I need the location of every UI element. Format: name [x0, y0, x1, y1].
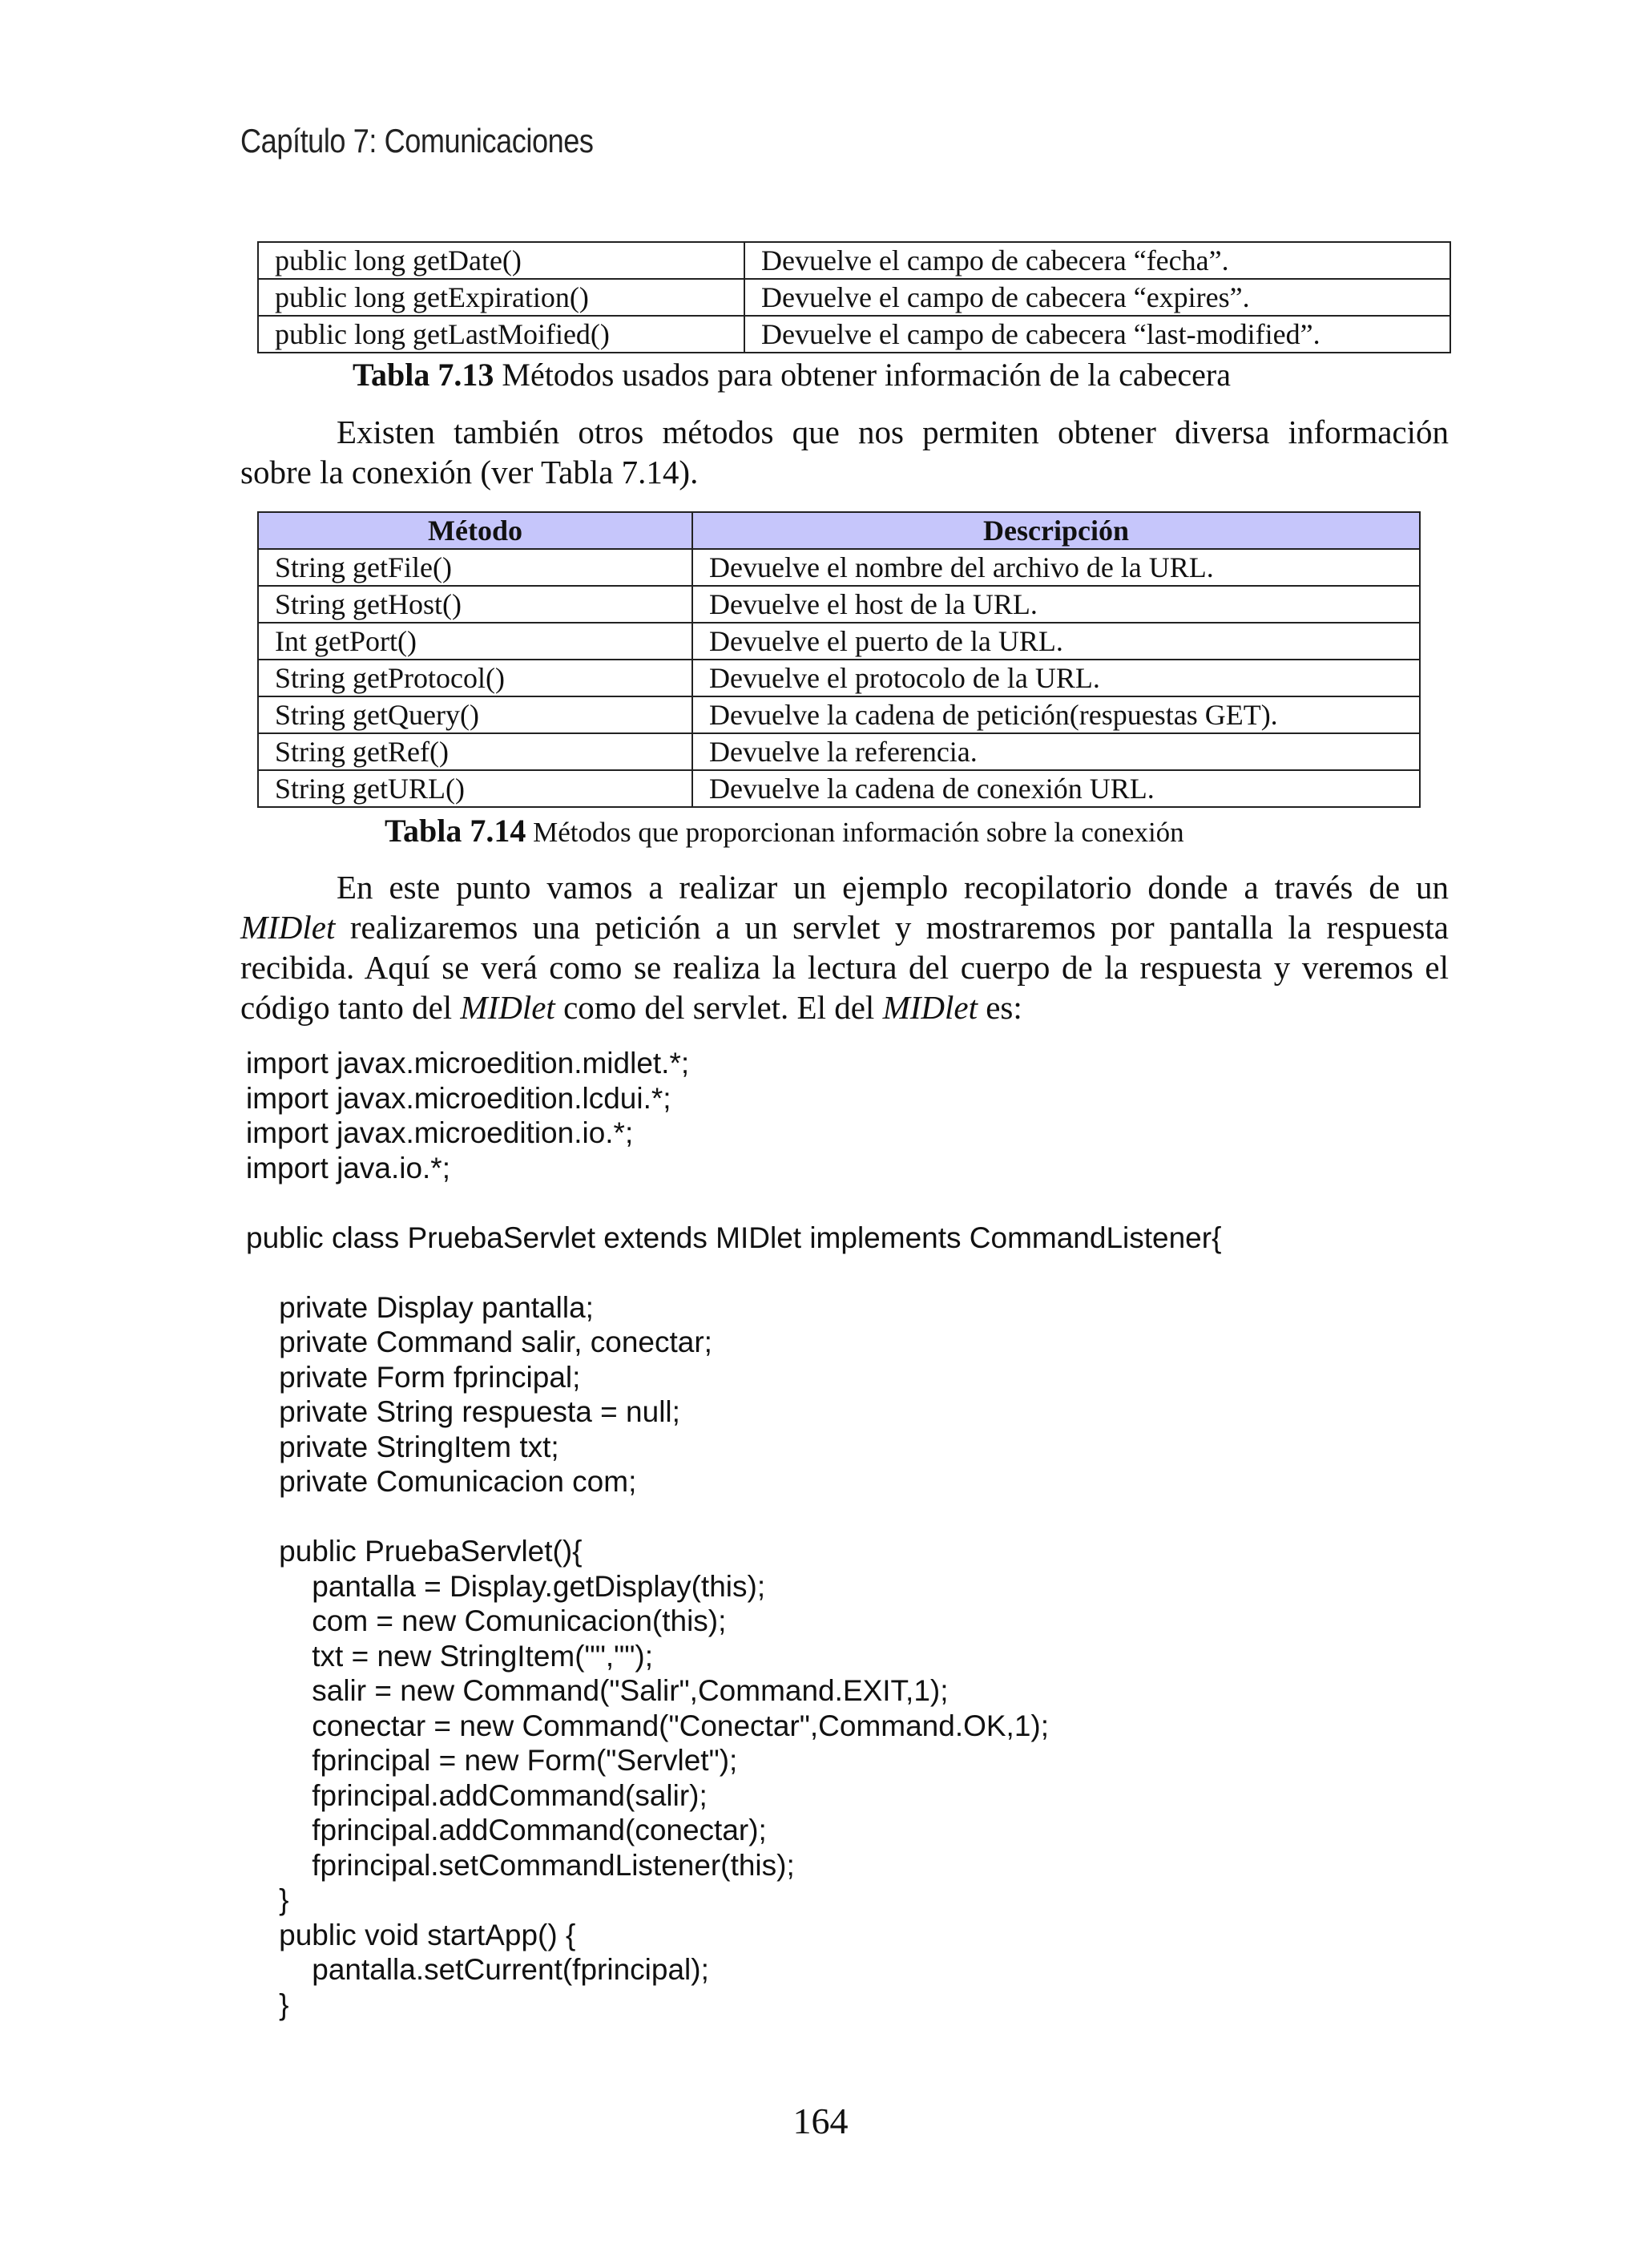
code-line: txt = new StringItem("",""); [246, 1639, 653, 1673]
table-row [258, 733, 1420, 770]
code-line: com = new Comunicacion(this); [246, 1604, 727, 1637]
description-cell: Devuelve el nombre del archivo de la URL. [692, 549, 1420, 586]
code-line: private StringItem txt; [246, 1430, 559, 1463]
method-cell: String getRef() [258, 733, 692, 770]
code-line: conectar = new Command("Conectar",Command.OK,1); [246, 1709, 1050, 1742]
code-line: import javax.microedition.io.*; [246, 1116, 634, 1149]
method-cell: String getQuery() [258, 696, 692, 733]
method-cell: String getProtocol() [258, 660, 692, 696]
description-cell: Devuelve el puerto de la URL. [692, 623, 1420, 660]
table-7-13 [257, 241, 1451, 353]
code-line: pantalla.setCurrent(fprincipal); [246, 1953, 709, 1986]
method-cell: String getHost() [258, 586, 692, 623]
caption-text: Métodos usados para obtener información de la cabecera [494, 357, 1231, 393]
caption-label: Tabla 7.13 [353, 357, 494, 393]
code-line: fprincipal.setCommandListener(this); [246, 1848, 795, 1882]
emphasis-midlet: MIDlet [460, 989, 555, 1026]
table-7-14-caption [385, 812, 1184, 849]
table-7-13-caption [353, 356, 1231, 393]
paragraph-line: recibida. Aquí se verá como se realiza la lectura del cuerpo de la respuesta y veremos el [240, 949, 1449, 986]
code-line: private String respuesta = null; [246, 1395, 680, 1428]
code-line: pantalla = Display.getDisplay(this); [246, 1569, 766, 1603]
code-line: fprincipal = new Form("Servlet"); [246, 1744, 738, 1777]
caption-label: Tabla 7.14 [385, 813, 526, 849]
table-header-row [258, 512, 1420, 549]
code-line: } [246, 1988, 289, 2021]
description-cell: Devuelve el campo de cabecera “last-modified”. [744, 316, 1450, 353]
code-line: public class PruebaServlet extends MIDlet implements CommandListener{ [246, 1221, 1222, 1254]
method-cell: public long getExpiration() [258, 279, 744, 316]
code-line: } [246, 1883, 289, 1916]
description-cell: Devuelve el protocolo de la URL. [692, 660, 1420, 696]
code-line: private Form fprincipal; [246, 1360, 581, 1394]
code-line [246, 1255, 1221, 1290]
emphasis-midlet: MIDlet [882, 989, 978, 1026]
caption-text: Métodos que proporcionan información sobre la conexión [526, 817, 1184, 848]
paragraph-line: MIDlet realizaremos una petición a un servlet y mostraremos por pantalla la respuesta [240, 909, 1449, 946]
table-row [258, 586, 1420, 623]
table-row [258, 316, 1450, 353]
method-cell: public long getDate() [258, 242, 744, 279]
emphasis-midlet: MIDlet [240, 909, 336, 946]
paragraph-line: En este punto vamos a realizar un ejemplo recopilatorio donde a través de un [337, 869, 1449, 906]
column-header-description: Descripción [692, 512, 1420, 549]
code-line: private Comunicacion com; [246, 1465, 637, 1498]
table-row [258, 279, 1450, 316]
description-cell: Devuelve el campo de cabecera “expires”. [744, 279, 1450, 316]
table-7-14 [257, 511, 1421, 808]
code-line: salir = new Command("Salir",Command.EXIT,1); [246, 1674, 949, 1707]
table-row [258, 242, 1450, 279]
table-row [258, 549, 1420, 586]
code-line: fprincipal.addCommand(salir); [246, 1778, 708, 1812]
table-row [258, 660, 1420, 696]
code-line [246, 1499, 1221, 1535]
table-row [258, 623, 1420, 660]
code-line: import javax.microedition.midlet.*; [246, 1047, 690, 1080]
page-number: 164 [792, 2101, 849, 2141]
code-line: import java.io.*; [246, 1151, 450, 1184]
method-cell: String getURL() [258, 770, 692, 807]
paragraph-line: código tanto del MIDlet como del servlet. El del MIDlet es: [240, 989, 1022, 1026]
description-cell: Devuelve el host de la URL. [692, 586, 1420, 623]
description-cell: Devuelve la referencia. [692, 733, 1420, 770]
table-row [258, 770, 1420, 807]
paragraph-line: sobre la conexión (ver Tabla 7.14). [240, 454, 699, 490]
column-header-method: Método [258, 512, 692, 549]
description-cell: Devuelve la cadena de conexión URL. [692, 770, 1420, 807]
code-line: fprincipal.addCommand(conectar); [246, 1814, 767, 1846]
method-cell: Int getPort() [258, 623, 692, 660]
running-header: Capítulo 7: Comunicaciones [240, 122, 594, 159]
method-cell: String getFile() [258, 549, 692, 586]
code-line: public PruebaServlet(){ [246, 1535, 583, 1568]
description-cell: Devuelve el campo de cabecera “fecha”. [744, 242, 1450, 279]
code-line: private Command salir, conectar; [246, 1326, 712, 1358]
code-line: import javax.microedition.lcdui.*; [246, 1081, 671, 1115]
table-row [258, 696, 1420, 733]
code-line: public void startApp() { [246, 1918, 576, 1951]
method-cell: public long getLastMoified() [258, 316, 744, 353]
code-line [246, 1185, 1221, 1221]
paragraph-2 [240, 867, 1449, 1027]
description-cell: Devuelve la cadena de petición(respuestas GET). [692, 696, 1420, 733]
code-line: private Display pantalla; [246, 1290, 594, 1324]
code-listing [246, 1046, 1221, 2022]
paragraph-1 [240, 412, 1449, 492]
paragraph-line: Existen también otros métodos que nos permiten obtener diversa información [337, 414, 1449, 450]
